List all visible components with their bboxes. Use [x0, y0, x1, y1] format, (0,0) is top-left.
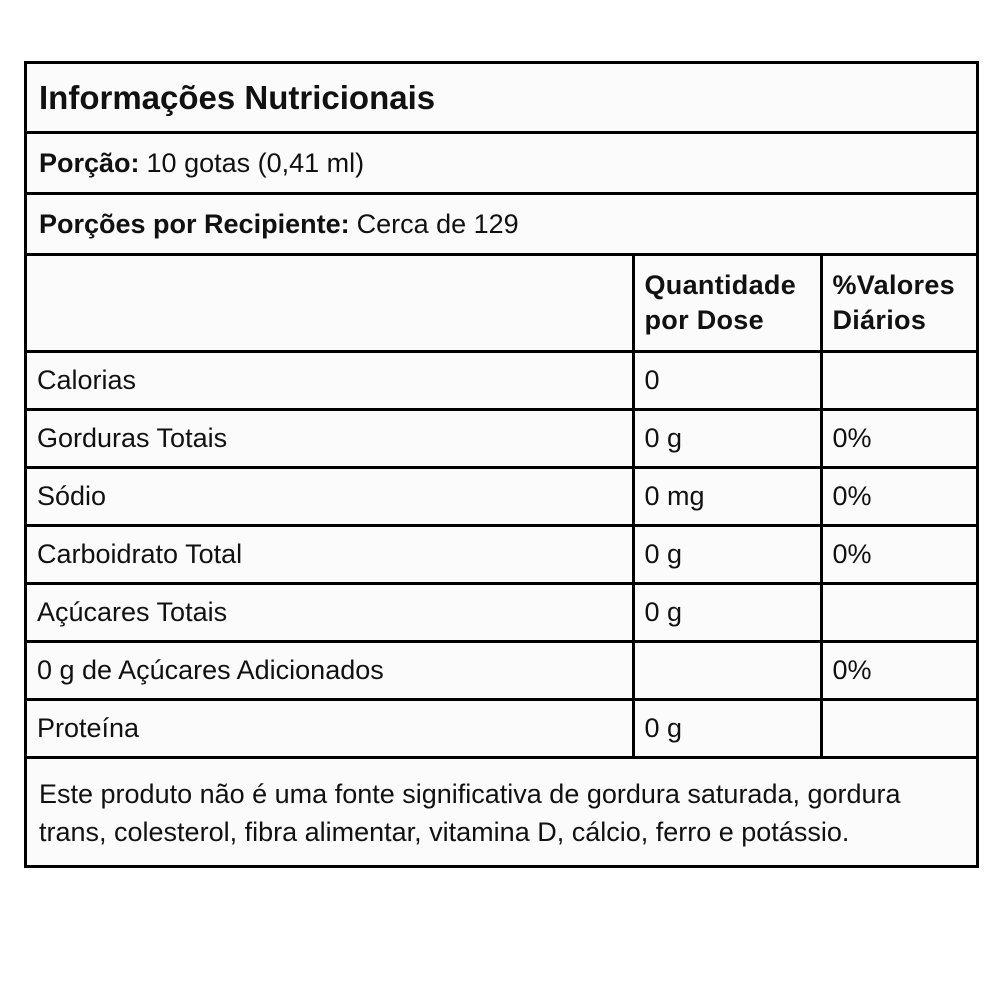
- nutrient-daily-value: [821, 351, 976, 409]
- nutrient-daily-value: 0%: [821, 641, 976, 699]
- serving-size-label: Porção:: [39, 147, 140, 178]
- servings-per-container-label: Porções por Recipiente:: [39, 208, 350, 239]
- table-header-row: [27, 256, 976, 351]
- nutrient-amount: 0 g: [633, 583, 821, 641]
- nutrient-name: Proteína: [27, 699, 633, 757]
- nutrient-amount: 0: [633, 351, 821, 409]
- nutrient-daily-value: 0%: [821, 467, 976, 525]
- nutrient-amount: [633, 641, 821, 699]
- servings-per-container-row: [27, 195, 976, 256]
- nutrient-daily-value: 0%: [821, 525, 976, 583]
- nutrient-name: 0 g de Açúcares Adicionados: [27, 641, 633, 699]
- table-row: [27, 467, 976, 525]
- table-row: [27, 641, 976, 699]
- header-daily-value: [821, 256, 976, 351]
- nutrient-daily-value: [821, 699, 976, 757]
- nutrition-facts-label: [24, 61, 979, 868]
- table-row: [27, 525, 976, 583]
- nutrient-daily-value: 0%: [821, 409, 976, 467]
- serving-size-row: [27, 134, 976, 195]
- table-row: [27, 699, 976, 757]
- table-row: [27, 351, 976, 409]
- table-row: [27, 583, 976, 641]
- nutrient-name: Sódio: [27, 467, 633, 525]
- label-title-band: [27, 64, 976, 134]
- label-title: Informações Nutricionais: [39, 78, 436, 116]
- nutrient-name: Calorias: [27, 351, 633, 409]
- nutrient-name: Açúcares Totais: [27, 583, 633, 641]
- nutrient-amount: 0 g: [633, 699, 821, 757]
- nutrient-name: Gorduras Totais: [27, 409, 633, 467]
- servings-per-container-value: Cerca de 129: [356, 208, 519, 239]
- header-nutrient: [27, 256, 633, 351]
- nutrient-amount: 0 g: [633, 525, 821, 583]
- serving-size-value: 10 gotas (0,41 ml): [146, 147, 365, 178]
- nutrients-table: [27, 256, 976, 759]
- header-amount-line2: por Dose: [644, 304, 764, 335]
- nutrient-amount: 0 g: [633, 409, 821, 467]
- nutrient-amount: 0 mg: [633, 467, 821, 525]
- footer-note: Este produto não é uma fonte significativa de gordura saturada, gordura trans, colesterol, fibra alimentar, vitamina D, cálcio, ferro e potássio.: [39, 778, 901, 847]
- header-dv-line1: %Valores: [832, 269, 955, 300]
- table-row: [27, 409, 976, 467]
- nutrient-daily-value: [821, 583, 976, 641]
- header-amount-line1: Quantidade: [644, 269, 797, 300]
- header-amount-per-serving: [633, 256, 821, 351]
- nutrient-name: Carboidrato Total: [27, 525, 633, 583]
- header-dv-line2: Diários: [832, 304, 927, 335]
